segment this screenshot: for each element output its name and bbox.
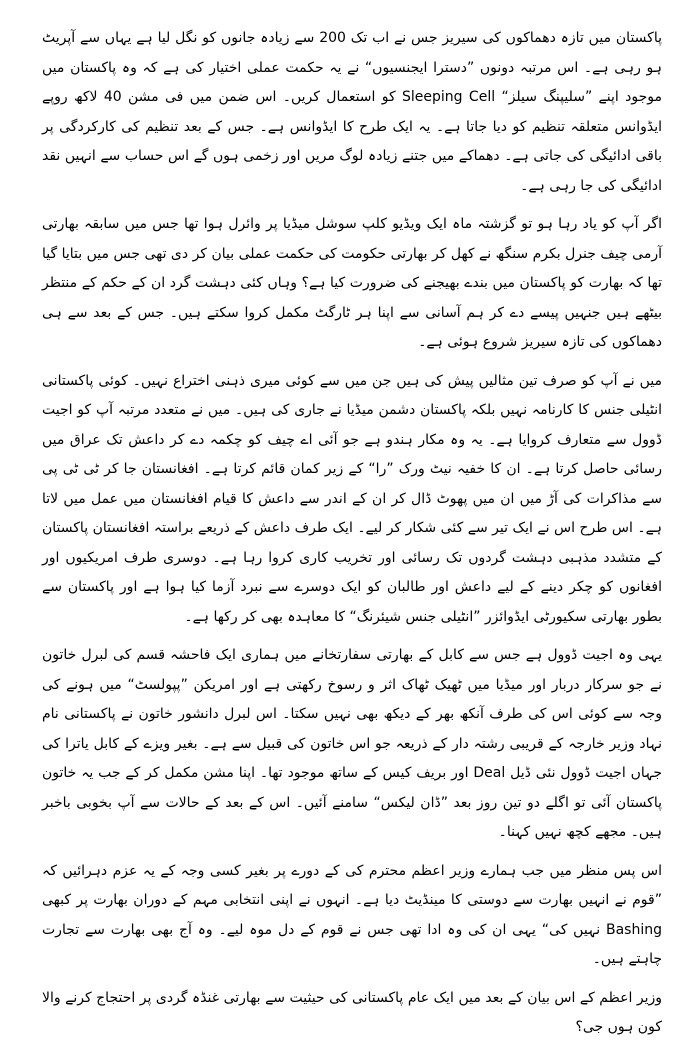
article-paragraph-4: یہی وہ اجیت ڈوول ہے جس سے کابل کے بھارتی سفارتخانے میں ہماری ایک فاحشہ قسم کی لبرل خاتون نے جو سرکار دربار اور میڈیا میں ٹھیک ٹھاک اثر و رسوخ رکھتی ہے اور امریکن ”پپولسٹ“ میں ہونے کی وجہ سے کوئی اس کی طرف آنکھ بھر کے دیکھ بھی نہیں سکتا۔ اس لبرل دانشور خاتون نے پاکستانی نام نہاد وزیر خارجہ کے قریبی رشتہ دار کے ذریعہ جو اس خاتون کی قبیل سے ہے۔ بغیر ویزے کے کابل یاترا کی جہاں اجیت ڈوول نئی ڈیل Deal اور بریف کیس کے ساتھ موجود تھا۔ اپنا مشن مکمل کر کے جب یہ خاتون پاکستان آئی تو اگلے دو تین روز بعد ”ڈان لیکس“ سامنے آئیں۔ اس کے بعد کے حالات سے آپ بخوبی باخبر ہیں۔ مجھے کچھ نہیں کہنا۔ [42,647,662,840]
article-page [42,24,662,1035]
article-paragraph-6: وزیر اعظم کے اس بیان کے بعد میں ایک عام پاکستانی کی حیثیت سے بھارتی غنڈہ گردی پر احتجاج کرنے والا کون ہوں جی؟ [42,989,662,1035]
article-paragraph-5: اس پس منظر میں جب ہمارے وزیر اعظم محترم کی کے دورے پر بغیر کسی وجہ کے یہ عزم دہرائیں کہ ”قوم نے انہیں بھارت سے دوستی کا مینڈیٹ دیا ہے۔ انہوں نے اپنی انتخابی مہم کے دوران بھارت پر کبھی Bashing نہیں کی“ یہی ان کی وہ ادا تھی جس نے قوم کے دل موہ لیے۔ وہ آج بھی بھارت سے تجارت چاہتے ہیں۔ [42,862,662,967]
article-paragraph-3: میں نے آپ کو صرف تین مثالیں پیش کی ہیں جن میں سے کوئی میری ذہنی اختراع نہیں۔ کوئی پاکستانی انٹیلی جنس کا کارنامہ نہیں بلکہ پاکستان دشمن میڈیا نے جاری کی ہیں۔ میں نے متعدد مرتبہ آپ کو اجیت ڈوول سے متعارف کروایا ہے۔ یہ وہ مکار ہندو ہے جو آئی اے چیف کو چکمہ دے کر داعش تک عراق میں رسائی حاصل کرتا ہے۔ ان کا خفیہ نیٹ ورک ”را“ کے زیر کمان قائم کرتا ہے۔ افغانستان جا کر ٹی ٹی پی سے مذاکرات کی آڑ میں ان میں پھوٹ ڈال کر ان کے اندر سے داعش کا قیام افغانستان میں عمل میں لاتا ہے۔ اس طرح اس نے ایک تیر سے کئی شکار کر لیے۔ ایک طرف داعش کے ذریعے براستہ افغانستان پاکستان کے متشدد مذہبی دہشت گردوں تک رسائی اور تخریب کاری کروا رہا ہے۔ دوسری طرف امریکیوں اور افغانوں کو چکر دینے کے لیے داعش اور طالبان کو ایک دوسرے سے نبرد آزما کیا ہوا ہے اور پاکستان سے بطور بھارتی سکیورٹی ایڈوائزر ”انٹیلی جنس شیئرنگ“ کا معاہدہ بھی کر رکھا ہے۔ [42,372,662,625]
article-paragraph-2: اگر آپ کو یاد رہا ہو تو گزشتہ ماہ ایک ویڈیو کلپ سوشل میڈیا پر وائرل ہوا تھا جس میں سابقہ بھارتی آرمی چیف جنرل بکرم سنگھ نے کھل کر بھارتی حکومت کی حکمت عملی بیان کر دی تھی جس میں بتایا گیا تھا کہ بھارت کو پاکستان میں بندے بھیجنے کی ضرورت کیا ہے؟ وہاں کئی دہشت گرد ان کے حکم کے منتظر بیٹھے ہیں جنہیں پیسے دے کر ہم آسانی سے اپنا ہر ٹارگٹ مکمل کروا سکتے ہیں۔ جس کے بعد سے ہی دھماکوں کی تازہ سیریز شروع ہوئی ہے۔ [42,216,662,350]
article-paragraph-1: پاکستان میں تازہ دھماکوں کی سیریز جس نے اب تک 200 سے زیادہ جانوں کو نگل لیا ہے یہاں سے آپریٹ ہو رہی ہے۔ اس مرتبہ دونوں ”دسترا ایجنسیوں“ نے یہ حکمت عملی اختیار کی ہے کہ وہ پاکستان میں موجود اپنے ”سلیپنگ سیلز“ Sleeping Cell کو استعمال کریں۔ اس ضمن میں فی مشن 40 لاکھ روپے ایڈوانس متعلقہ تنظیم کو دیا جاتا ہے۔ یہ ایک طرح کا ایڈوانس ہے۔ جس کے بعد تنظیم کی کارکردگی پر باقی ادائیگی کی جاتی ہے۔ دھماکے میں جتنے زیادہ لوگ مریں اور زخمی ہوں گے اس حساب سے انہیں نقد ادائیگی کی جا رہی ہے۔ [42,30,662,194]
